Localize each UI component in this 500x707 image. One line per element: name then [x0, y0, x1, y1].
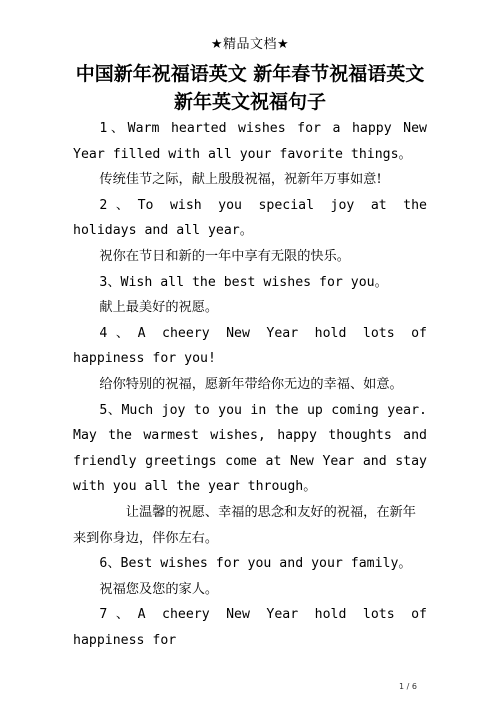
item-3-chinese: 献上最美好的祝愿。	[99, 300, 219, 316]
page-header: ★精品文档★	[210, 37, 290, 52]
item-5-english: 5、Much joy to you in the up coming year. May the warmest wishes, happy thoughts and friendly greetings come at New Year and stay with you all the year through。	[73, 402, 427, 495]
document-body	[73, 116, 427, 653]
item-1-chinese: 传统佳节之际，献上殷殷祝福，祝新年万事如意!	[99, 172, 382, 188]
item-6-english: 6、Best wishes for you and your family。	[99, 556, 412, 572]
page-number: 1 / 6	[399, 682, 417, 691]
item-4-english: 4、A cheery New Year hold lots of happiness for you!	[73, 325, 427, 367]
item-1-english: 1、Warm hearted wishes for a happy New Year filled with all your favorite things。	[73, 121, 427, 162]
item-7-english: 7、A cheery New Year hold lots of happiness for	[73, 607, 427, 648]
item-6-chinese: 祝福您及您的家人。	[99, 581, 219, 597]
item-3-english: 3、Wish all the best wishes for you。	[99, 274, 388, 290]
item-2-chinese: 祝你在节日和新的一年中享有无限的快乐。	[99, 248, 350, 264]
document-title: 中国新年祝福语英文 新年春节祝福语英文 新年英文祝福句子	[75, 63, 425, 113]
item-5-chinese: 让温馨的祝愿、幸福的思念和友好的祝福，在新年来到你身边，伴你左右。	[73, 504, 416, 546]
item-2-english: 2、To wish you special joy at the holidays and all year。	[73, 197, 427, 239]
item-4-chinese: 给你特别的祝福，愿新年带给你无边的幸福、如意。	[99, 376, 403, 392]
